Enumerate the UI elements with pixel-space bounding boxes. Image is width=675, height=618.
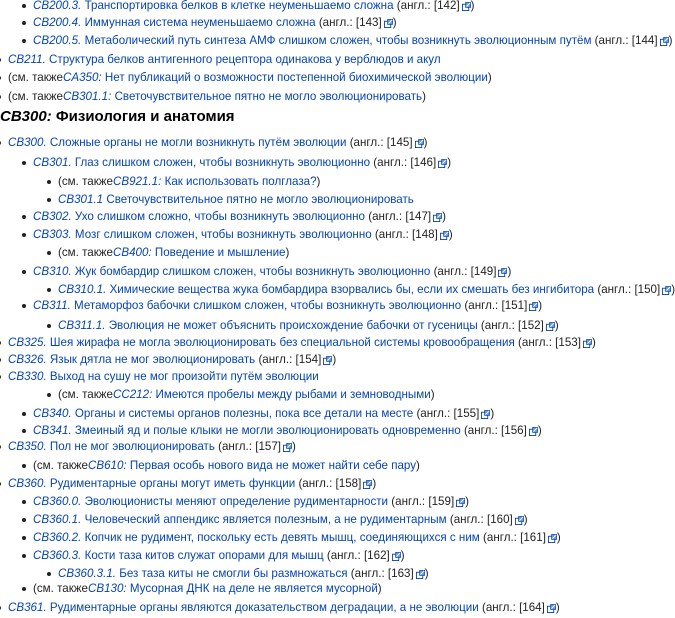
bullet (0, 58, 1, 62)
reference-text: (англ.: [162] (326, 549, 390, 562)
reference-link[interactable] (350, 133, 413, 153)
section-code: CB300: (0, 108, 52, 125)
reference-close: ) (392, 16, 397, 29)
claim-description-link[interactable]: Эволюция не может объяснить происхождение бабочки от гусеницы (108, 319, 478, 332)
external-link-icon (415, 139, 424, 148)
claim-description-link[interactable]: Шея жирафа не могла эволюционировать без специальной системы кровообращения (49, 336, 515, 349)
external-link-icon (529, 427, 538, 436)
reference-text: (англ.: [157] (218, 440, 282, 453)
claim-code-link[interactable]: CB361. (8, 601, 47, 614)
claim-code-link[interactable]: CB326. (8, 353, 47, 366)
claim-code-link[interactable]: CB360.3. (33, 549, 82, 562)
list-item (22, 262, 511, 282)
claim-description-link[interactable]: Органы и системы органов полезны, пока все детали на месте (74, 407, 414, 420)
bullet (22, 233, 26, 237)
reference-link[interactable] (595, 31, 658, 51)
bullet (22, 270, 26, 274)
reference-text: (англ.: [161] (483, 531, 546, 544)
claim-code-link[interactable]: CB200.5. (33, 34, 82, 47)
see-also-suffix: ) (316, 175, 321, 188)
list-item (0, 367, 319, 387)
see-also-prefix: (см. также (33, 459, 88, 472)
reference-link[interactable] (597, 280, 660, 300)
claim-description-link[interactable]: Светочувствительное пятно не могло эволюционировать (114, 90, 423, 103)
list-item (22, 456, 420, 476)
claim-description-link[interactable]: Ухо слишком сложно, чтобы возникнуть эволюционно (74, 210, 365, 223)
claim-code-link[interactable]: CB311. (33, 299, 71, 312)
claim-code-link[interactable]: CB301.1 (58, 193, 104, 206)
list-item (22, 546, 405, 566)
claim-description-link[interactable]: Поведение и мышление (154, 246, 286, 259)
external-link-icon (547, 604, 556, 613)
external-link-icon (392, 552, 401, 561)
reference-close: ) (372, 477, 377, 490)
reference-close: ) (507, 265, 512, 278)
bullet (0, 76, 1, 80)
see-also-suffix: ) (430, 388, 435, 401)
external-link-icon (363, 480, 372, 489)
claim-description-link[interactable]: Кости таза китов служат опорами для мышц (84, 549, 324, 562)
reference-link[interactable] (434, 262, 497, 282)
reference-close: ) (555, 601, 560, 614)
claim-description-link[interactable]: Химические вещества жука бомбардира взорвались бы, если их смешать без ингибитора (109, 283, 595, 296)
reference-text: (англ.: [143] (318, 16, 382, 29)
reference-close: ) (442, 210, 447, 223)
reference-link[interactable] (397, 0, 460, 16)
bullet (47, 288, 51, 292)
claim-description-link[interactable]: Как использовать полглаза? (164, 175, 317, 188)
claim-description-link[interactable]: Структура белков антигенного рецептора одинакова у верблюдов и акул (49, 53, 441, 66)
reference-link[interactable] (450, 510, 513, 530)
reference-link[interactable] (327, 546, 390, 566)
claim-code-link[interactable]: CB360. (8, 477, 47, 490)
claim-code-link[interactable]: CB350. (8, 440, 47, 453)
reference-text: (англ.: [158] (298, 477, 362, 490)
section-title: Физиология и анатомия (55, 108, 235, 125)
reference-text: (англ.: [147] (368, 210, 432, 223)
claim-code-link[interactable]: CB310.1. (58, 283, 107, 296)
reference-link[interactable] (368, 207, 431, 227)
claim-description-link[interactable]: Рудиментарные органы являются доказательством деградации, а не эволюции (49, 601, 479, 614)
list-item (0, 133, 427, 153)
external-link-icon (583, 339, 592, 348)
claim-description-link[interactable]: Мозг слишком сложен, чтобы возникнуть эволюционно (74, 228, 372, 241)
reference-close: ) (448, 228, 453, 241)
reference-link[interactable] (464, 421, 527, 441)
bullet (0, 606, 1, 610)
bullet (22, 215, 26, 219)
bullet (22, 587, 26, 591)
list-item (0, 437, 296, 457)
claim-description-link[interactable]: Иммунная система неуменьшаемо сложна (84, 16, 316, 29)
claim-code-link[interactable]: CB302. (33, 210, 72, 223)
reference-text: (англ.: [151] (464, 299, 528, 312)
claim-code-link[interactable]: CB311.1. (58, 319, 106, 332)
bullet (0, 358, 1, 362)
claim-code-link[interactable]: CB330. (8, 370, 47, 383)
external-link-icon (548, 534, 557, 543)
claim-description-link[interactable]: Выход на сушу не мог произойти путём эволюции (49, 370, 319, 383)
bullet (0, 482, 1, 486)
bullet (22, 412, 26, 416)
reference-text: (англ.: [150] (597, 283, 661, 296)
reference-text: (англ.: [145] (349, 136, 413, 149)
reference-link[interactable] (482, 598, 545, 618)
claim-description-link[interactable]: Пол не мог эволюционировать (49, 440, 215, 453)
bullet (47, 572, 51, 576)
external-link-icon (498, 268, 507, 277)
bullet (22, 39, 26, 43)
bullet (47, 251, 51, 255)
claim-description-link[interactable]: Эволюционисты меняют определение рудиментарности (84, 495, 389, 508)
claim-code-link[interactable]: CB340. (33, 407, 72, 420)
claim-description-link[interactable]: Нет публикаций о возможности постепенной биохимической эволюции (104, 71, 488, 84)
reference-close: ) (668, 34, 673, 47)
claim-code-link[interactable]: CB200.3. (33, 0, 82, 12)
external-link-icon (462, 2, 471, 11)
reference-close: ) (556, 531, 561, 544)
claim-code-link[interactable]: CB360.1. (33, 513, 82, 526)
reference-close: ) (538, 299, 543, 312)
claim-code-link[interactable]: CB303. (33, 228, 72, 241)
reference-link[interactable] (298, 474, 361, 494)
bullet (22, 464, 26, 468)
reference-text: (англ.: [146] (373, 156, 437, 169)
reference-close: ) (447, 156, 452, 169)
claim-description-link[interactable]: Человеческий аппендикс является полезным, а не рудиментарным (84, 513, 447, 526)
bullet (22, 304, 26, 308)
reference-close: ) (490, 407, 495, 420)
claim-description-link[interactable]: Метаболический путь синтеза АМФ слишком сложен, чтобы возникнуть эволюционным путём (84, 34, 592, 47)
claim-code-link[interactable]: CB360.0. (33, 495, 82, 508)
bullet (0, 141, 1, 145)
bullet (22, 554, 26, 558)
bullet (0, 445, 1, 449)
reference-text: (англ.: [153] (518, 336, 581, 349)
external-link-icon (660, 37, 669, 46)
claim-description-link[interactable]: Без таза киты не смогли бы размножаться (119, 567, 348, 580)
claim-code-link[interactable]: CB400: (112, 246, 152, 259)
list-item (47, 172, 320, 192)
bullet (22, 21, 26, 25)
claim-description-link[interactable]: Язык дятла не мог эволюционировать (49, 353, 256, 366)
reference-link[interactable] (464, 296, 527, 316)
see-also-prefix: (см. также (33, 582, 88, 595)
claim-code-link[interactable]: CB325. (8, 336, 47, 349)
claim-description-link[interactable]: Змеиный яд и полые клыки не могли эволюционировать одновременно (74, 424, 461, 437)
list-item (22, 207, 446, 227)
list-item (22, 13, 397, 33)
reference-link[interactable] (518, 333, 581, 353)
reference-text: (англ.: [148] (374, 228, 438, 241)
external-link-icon (515, 516, 524, 525)
see-also-prefix: (см. также (8, 71, 63, 84)
external-link-icon (438, 159, 447, 168)
section-heading (0, 104, 235, 130)
bullet (47, 324, 51, 328)
claim-code-link[interactable]: CB301.1: (62, 90, 112, 103)
reference-close: ) (424, 567, 429, 580)
bullet (0, 95, 1, 99)
reference-close: ) (671, 283, 675, 296)
list-item (22, 225, 453, 245)
bullet (22, 500, 26, 504)
claim-description-link[interactable]: Светочувствительное пятно не могло эволюционировать (106, 193, 414, 206)
claim-description-link[interactable]: Рудиментарные органы могут иметь функции (49, 477, 296, 490)
reference-link[interactable] (483, 528, 546, 548)
bullet (22, 518, 26, 522)
reference-close: ) (292, 440, 296, 453)
see-also-suffix: ) (422, 90, 426, 103)
reference-text: (англ.: [144] (594, 34, 658, 47)
list-item (22, 528, 561, 548)
claim-code-link[interactable]: CB360.3.1. (58, 567, 117, 580)
bullet (47, 393, 51, 397)
list-item (47, 243, 289, 263)
see-also-prefix: (см. также (58, 246, 113, 259)
reference-text: (англ.: [152] (480, 319, 544, 332)
reference-link[interactable] (218, 437, 281, 457)
list-item (22, 153, 451, 173)
claim-code-link[interactable]: CB300. (8, 136, 47, 149)
list-item (0, 87, 426, 107)
claim-code-link[interactable]: CB130: (87, 582, 127, 595)
reference-close: ) (465, 495, 470, 508)
claim-description-link[interactable]: Имеются пробелы между рыбами и земноводными (155, 388, 431, 401)
list-item (22, 510, 528, 530)
claim-code-link[interactable]: CB301. (33, 156, 72, 169)
list-item (0, 50, 441, 70)
bullet (0, 375, 1, 379)
list-item (47, 385, 435, 405)
see-also-prefix: (см. также (58, 175, 113, 188)
bullet (22, 161, 26, 165)
reference-link[interactable] (391, 492, 454, 512)
reference-link[interactable] (375, 225, 438, 245)
reference-close: ) (554, 319, 559, 332)
reference-link[interactable] (373, 153, 436, 173)
reference-text: (англ.: [163] (350, 567, 414, 580)
reference-close: ) (523, 513, 528, 526)
list-item (22, 579, 382, 599)
bullet (22, 536, 26, 540)
claim-code-link[interactable]: CB200.4. (33, 16, 82, 29)
see-also-suffix: ) (377, 582, 382, 595)
claim-description-link[interactable]: Первая особь нового вида не может найти себе пару (129, 459, 417, 472)
reference-text: (англ.: [142] (396, 0, 460, 12)
claim-description-link[interactable]: Транспортировка белков в клетке неуменьшаемо сложна (84, 0, 394, 12)
claim-code-link[interactable]: CA350: (62, 71, 102, 84)
claim-description-link[interactable]: Копчик не рудимент, поскольку есть девять мышц, соединяющихся с ним (84, 531, 480, 544)
claim-code-link[interactable]: CB341. (33, 424, 72, 437)
claim-description-link[interactable]: Метаморфоз бабочки слишком сложен, чтобы возникнуть эволюционно (74, 299, 462, 312)
external-link-icon (662, 286, 671, 295)
see-also-suffix: ) (285, 246, 290, 259)
reference-link[interactable] (319, 13, 382, 33)
external-link-icon (433, 213, 442, 222)
external-link-icon (323, 356, 332, 365)
reference-text: (англ.: [155] (416, 407, 480, 420)
external-link-icon (384, 19, 393, 28)
claim-code-link[interactable]: CB310. (33, 265, 72, 278)
list-item (0, 474, 376, 494)
claim-code-link[interactable]: CB360.2. (33, 531, 82, 544)
claim-code-link[interactable]: CB610: (87, 459, 127, 472)
list-item (0, 598, 560, 618)
reference-close: ) (537, 424, 542, 437)
reference-close: ) (332, 353, 337, 366)
list-item (22, 296, 542, 316)
reference-close: ) (591, 336, 596, 349)
claim-description-link[interactable]: Жук бомбардир слишком сложен, чтобы возникнуть эволюционно (74, 265, 431, 278)
external-link-icon (440, 231, 449, 240)
external-link-icon (456, 498, 465, 507)
see-also-prefix: (см. также (8, 90, 63, 103)
claim-description-link[interactable]: Мусорная ДНК на деле не является мусорной (129, 582, 378, 595)
claim-code-link[interactable]: CC212: (112, 388, 153, 401)
list-item (22, 492, 469, 512)
bullet (22, 4, 26, 8)
see-also-prefix: (см. также (58, 388, 113, 401)
bullet (22, 429, 26, 433)
reference-text: (англ.: [149] (433, 265, 497, 278)
external-link-icon (529, 302, 538, 311)
external-link-icon (283, 443, 292, 452)
reference-close: ) (470, 0, 475, 12)
reference-text: (англ.: [154] (258, 353, 322, 366)
claim-code-link[interactable]: CB921.1: (112, 175, 162, 188)
external-link-icon (546, 322, 555, 331)
reference-close: ) (400, 549, 405, 562)
reference-text: (англ.: [164] (481, 601, 545, 614)
reference-text: (англ.: [159] (391, 495, 455, 508)
bullet (47, 198, 51, 202)
claim-description-link[interactable]: Глаз слишком сложен, чтобы возникнуть эволюционно (74, 156, 371, 169)
bullet (0, 341, 1, 345)
see-also-suffix: ) (416, 459, 420, 472)
list-item (0, 68, 492, 88)
claim-description-link[interactable]: Сложные органы не могли возникнуть путём эволюции (49, 136, 347, 149)
bullet (47, 180, 51, 184)
external-link-icon (481, 410, 490, 419)
external-link-icon (416, 570, 425, 579)
list-item (22, 31, 672, 51)
reference-text: (англ.: [156] (463, 424, 527, 437)
see-also-suffix: ) (487, 71, 492, 84)
reference-text: (англ.: [160] (449, 513, 513, 526)
claim-code-link[interactable]: CB211. (8, 53, 46, 66)
reference-close: ) (423, 136, 428, 149)
